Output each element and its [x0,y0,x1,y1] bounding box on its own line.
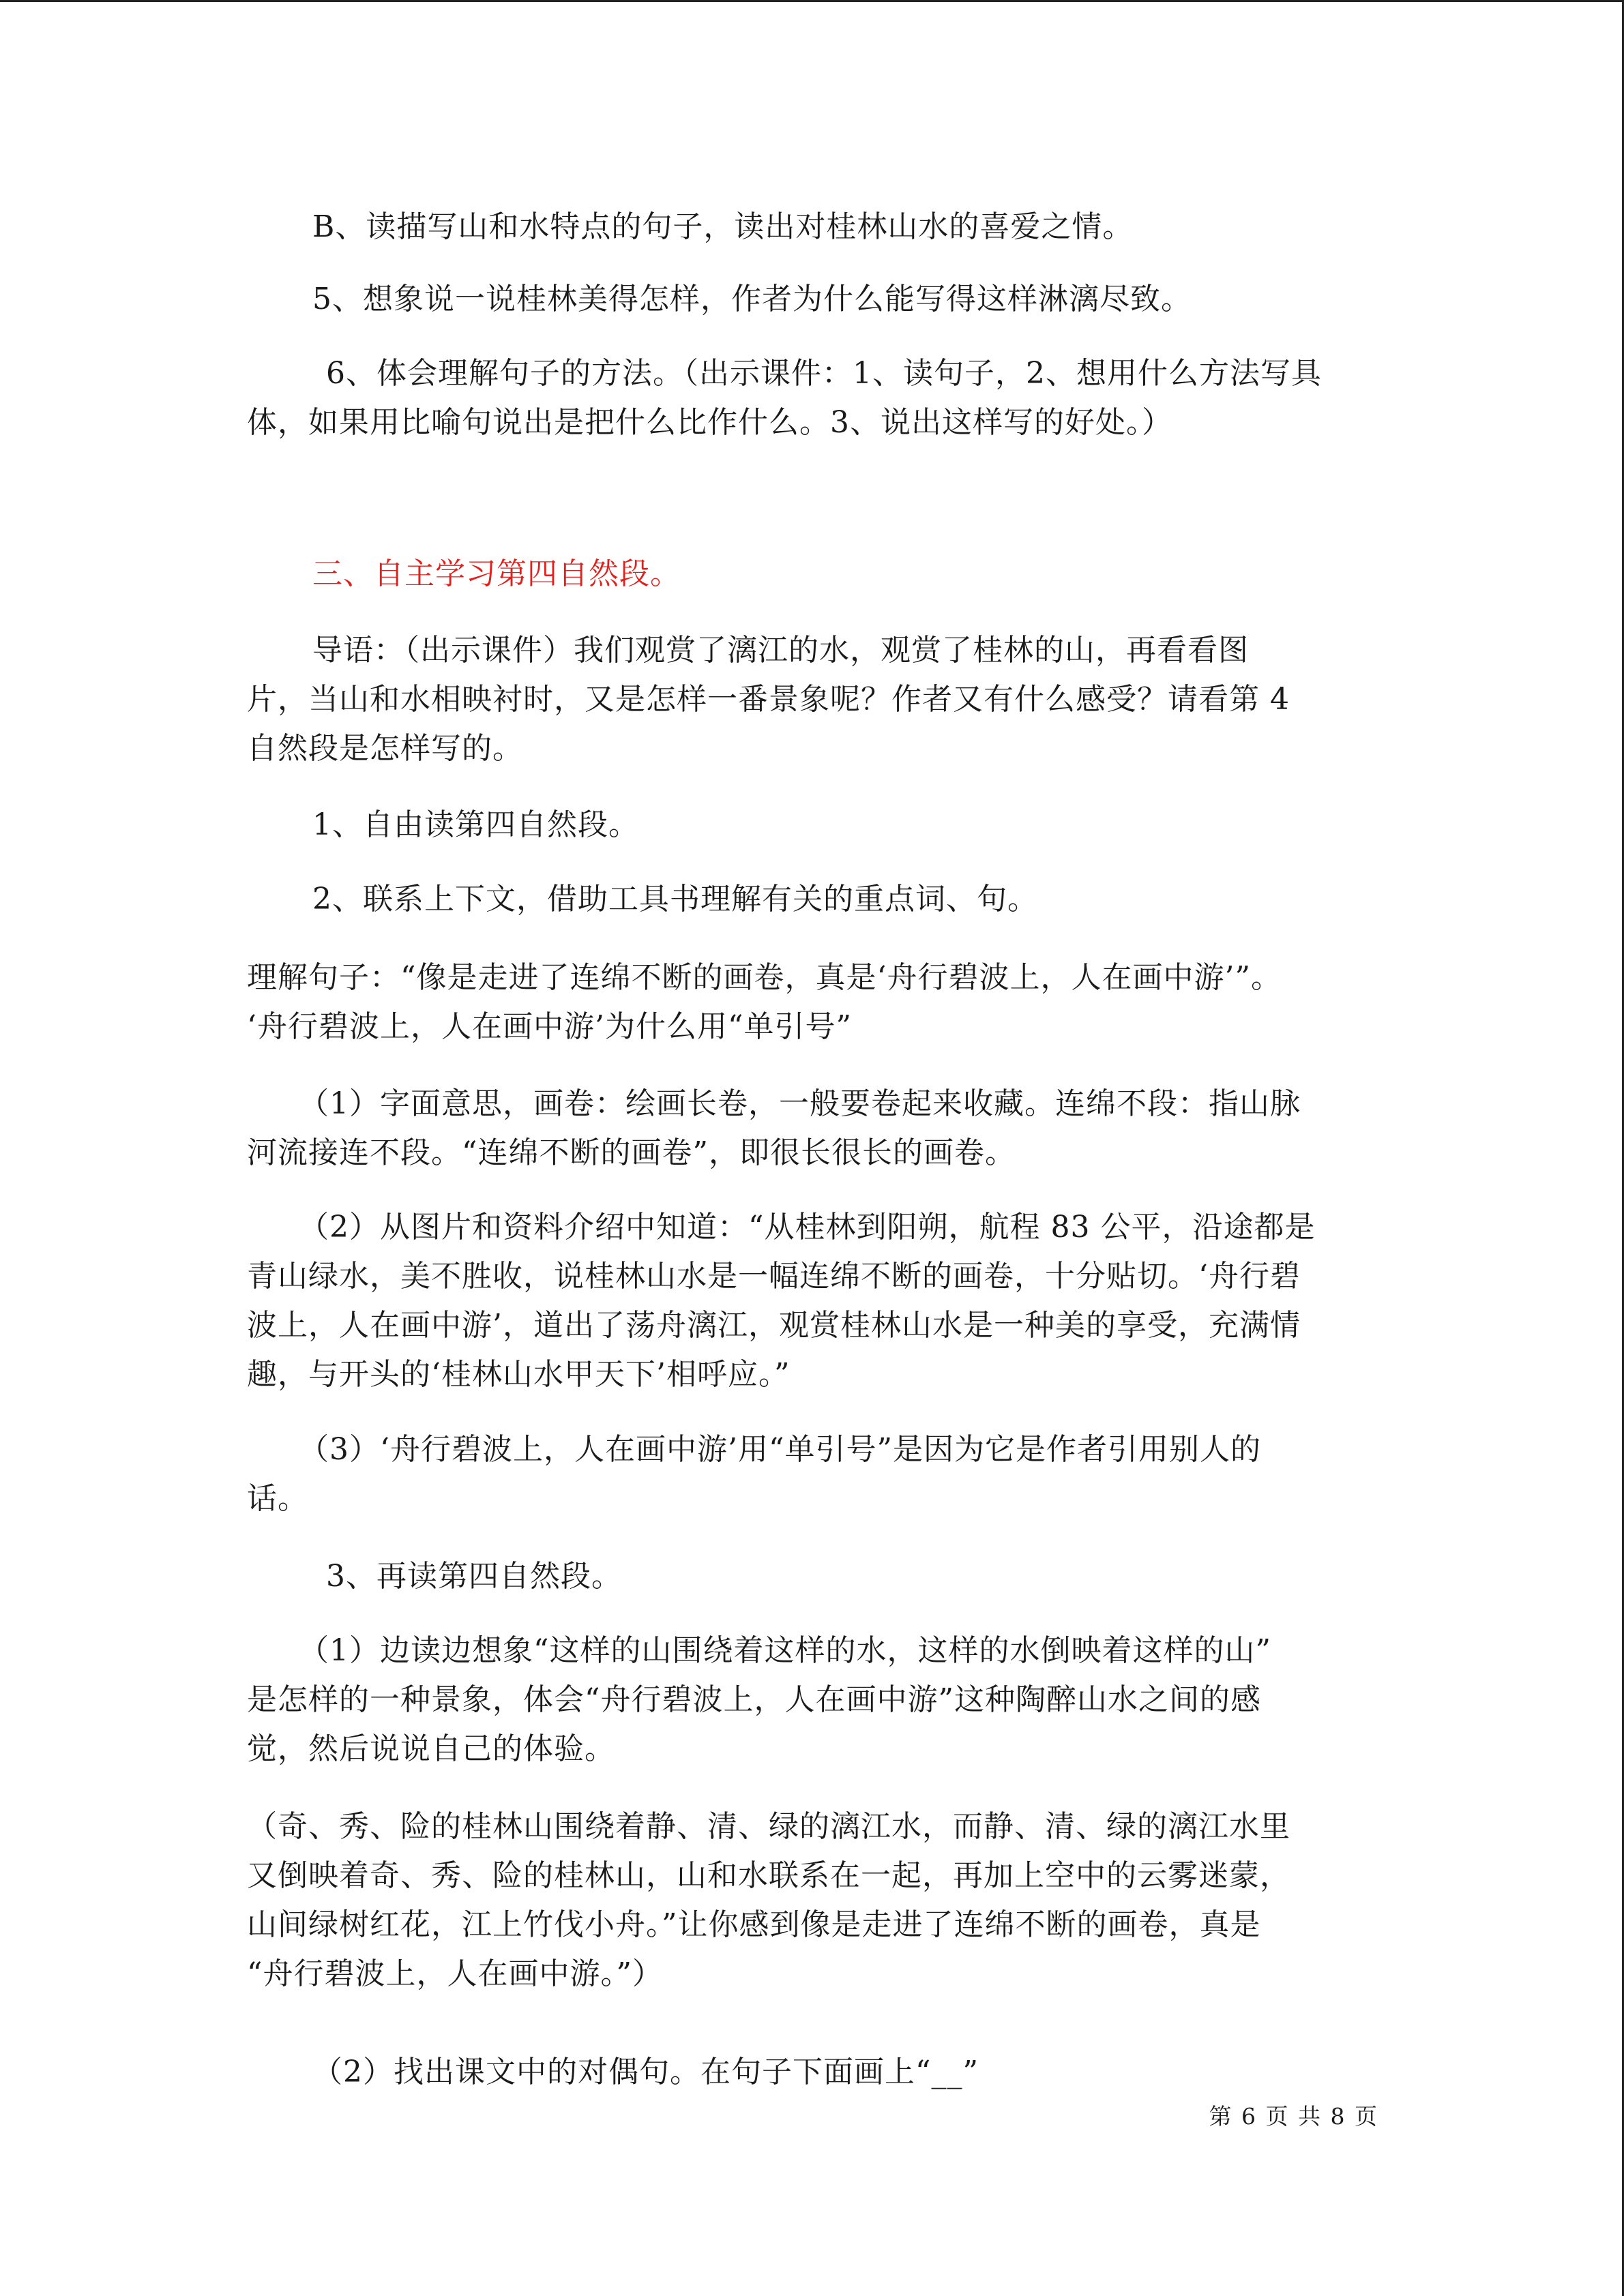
text-line: （3）‘舟行碧波上，人在画中游’用“单引号”是因为它是作者引用别人的 [299,1432,1261,1467]
text-line: 体，如果用比喻句说出是把什么比作什么。3、说出这样写的好处。） [247,405,1172,440]
text-line: 理解句子：“像是走进了连绵不断的画卷，真是‘舟行碧波上，人在画中游’”。 [247,960,1282,995]
text-line: 话。 [247,1481,308,1516]
section-heading [312,550,1445,599]
text-line: B、读描写山和水特点的句子，读出对桂林山水的喜爱之情。 [312,209,1134,244]
text-line: 青山绿水，美不胜收，说桂林山水是一幅连绵不断的画卷，十分贴切。‘舟行碧 [247,1259,1301,1294]
text-line: 6、体会理解句子的方法。（出示课件：1、读句子，2、想用什么方法写具 [326,356,1322,391]
paragraph-step3 [326,1552,1458,1601]
text-line: 山间绿树红花，江上竹伐小舟。”让你感到像是走进了连绵不断的画卷，真是 [247,1907,1261,1942]
paragraph-point2 [247,1203,1379,1399]
paragraph-step2 [312,875,1445,924]
text-line: 趣，与开头的‘桂林山水甲天下’相呼应。” [247,1357,791,1392]
paragraph-understand [247,953,1379,1052]
paragraph-intro [247,626,1379,773]
text-line: 波上，人在画中游’，道出了荡舟漓江，观赏桂林山水是一种美的享受，充满情 [247,1308,1301,1343]
text-line: “舟行碧波上，人在画中游。”） [247,1956,663,1991]
paragraph-method [247,349,1379,447]
paragraph-read-sentences [312,203,1445,252]
text-line: ‘舟行碧波上，人在画中游’为什么用“单引号” [247,1009,852,1044]
text-line: 1、自由读第四自然段。 [312,807,639,842]
text-line: （奇、秀、险的桂林山围绕着静、清、绿的漓江水，而静、清、绿的漓江水里 [247,1809,1290,1844]
text-line: 2、联系上下文，借助工具书理解有关的重点词、句。 [312,882,1038,916]
page-number-footer: 第 6 页 共 8 页 [1209,2103,1378,2130]
text-line: 是怎样的一种景象，体会“舟行碧波上，人在画中游”这种陶醉山水之间的感 [247,1682,1261,1717]
text-line: （2）从图片和资料介绍中知道：“从桂林到阳朔，航程 83 公平，沿途都是 [299,1210,1316,1244]
paragraph-description [247,1802,1379,1999]
paragraph-step1 [312,801,1445,850]
text-line: 又倒映着奇、秀、险的桂林山，山和水联系在一起，再加上空中的云雾迷蒙， [247,1858,1290,1893]
page-border-top [0,0,1624,2]
paragraph-point1 [247,1079,1379,1178]
text-line: 片，当山和水相映衬时，又是怎样一番景象呢？作者又有什么感受？请看第 4 [247,682,1290,717]
text-line: （1）边读边想象“这样的山围绕着这样的水，这样的水倒映着这样的山” [299,1633,1271,1668]
text-line: （1）字面意思，画卷：绘画长卷，一般要卷起来收藏。连绵不段：指山脉 [299,1086,1301,1121]
text-line: 河流接连不段。“连绵不断的画卷”，即很长很长的画卷。 [247,1135,1016,1170]
text-line: 5、想象说一说桂林美得怎样，作者为什么能写得这样淋漓尽致。 [312,282,1192,316]
text-line: 3、再读第四自然段。 [326,1559,622,1594]
text-line: （2）找出课文中的对偶句。在句子下面画上“__” [312,2055,979,2089]
paragraph-point3 [247,1425,1379,1523]
text-line: 自然段是怎样写的。 [247,731,523,766]
paragraph-reread1 [247,1626,1379,1774]
paragraph-imagine [312,275,1445,324]
paragraph-reread2 [312,2048,1445,2097]
heading-text: 三、自主学习第四自然段。 [312,556,681,591]
text-line: 觉，然后说说自己的体验。 [247,1731,615,1766]
text-line: 导语：（出示课件）我们观赏了漓江的水，观赏了桂林的山，再看看图 [312,633,1249,668]
